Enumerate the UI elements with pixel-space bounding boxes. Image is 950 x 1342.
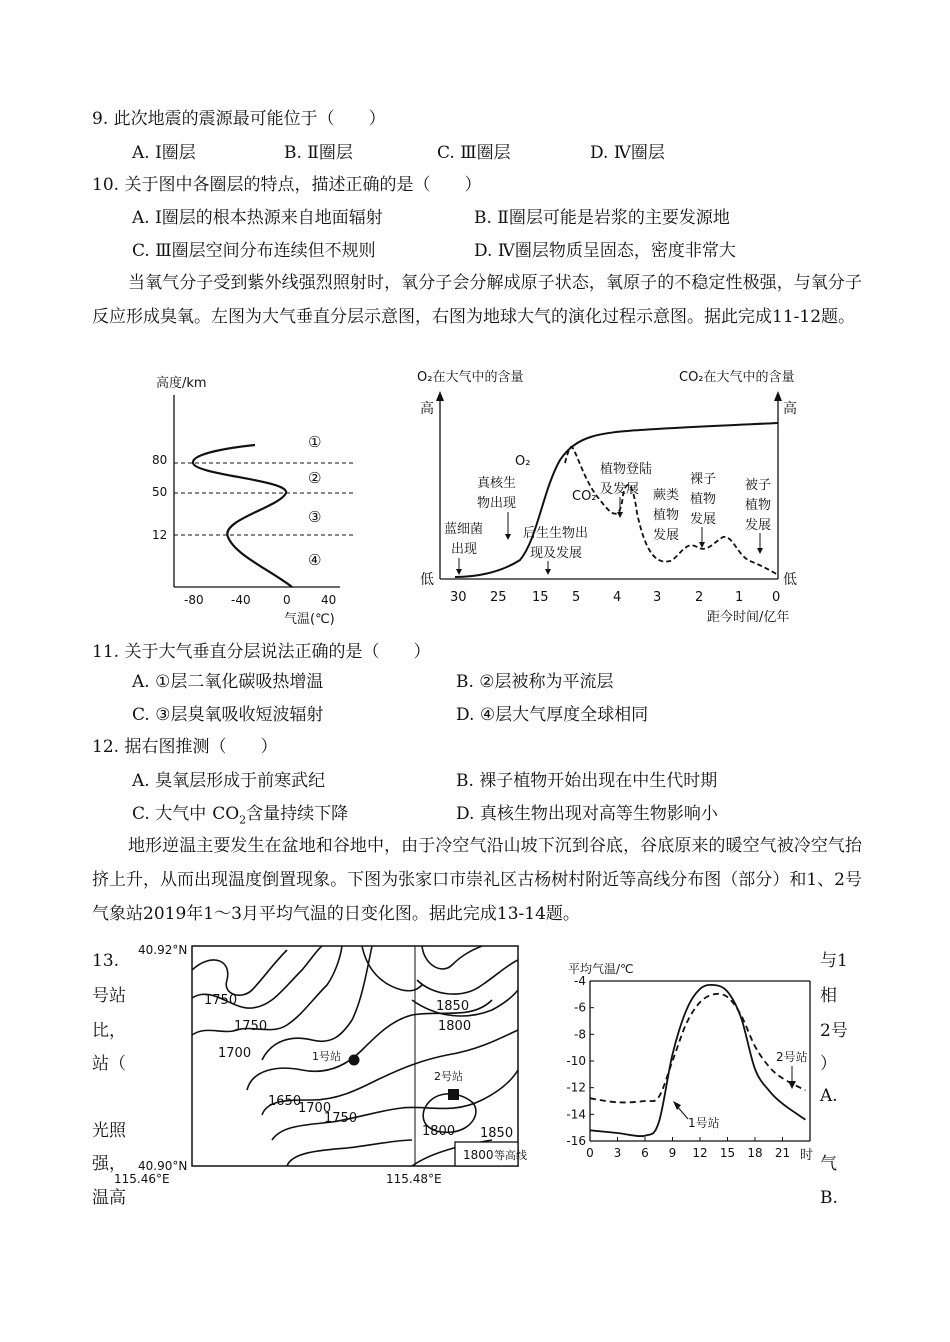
lon-right-label: 115.48°E [386, 1172, 442, 1186]
q13-left-2: 号站 [92, 986, 126, 1006]
contour-label-1700-b: 1700 [298, 1101, 332, 1116]
station-2-series-line [590, 994, 805, 1103]
o2-axis-title: O₂在大气中的含量 [417, 370, 524, 385]
q9-stem: 9. 此次地震的震源最可能位于（ ） [92, 109, 386, 129]
chart-xtick-label: 3 [613, 1146, 622, 1160]
co2-axis-title: CO₂在大气中的含量 [679, 370, 795, 385]
q12-stem: 12. 据右图推测（ ） [92, 737, 278, 757]
q10-option-c[interactable]: C. Ⅲ圈层空间分布连续但不规则 [132, 241, 376, 261]
angiosperm-label-2: 植物 [745, 498, 772, 513]
q13-left-7: 温高 [92, 1188, 126, 1208]
temperature-profile-curve [193, 445, 292, 587]
right-fig-xtick-15: 15 [532, 590, 549, 605]
station-2-label: 2号站 [434, 1070, 463, 1083]
lat-bottom-label: 40.90°N [138, 1159, 188, 1173]
angiosperm-label-1: 被子 [745, 478, 772, 493]
q11-option-a[interactable]: A. ①层二氧化碳吸热增温 [132, 672, 324, 692]
left-fig-xtick-neg80: -80 [184, 593, 204, 607]
q11-stem: 11. 关于大气垂直分层说法正确的是（ ） [92, 642, 431, 662]
q13-right-4: ） [820, 1054, 837, 1074]
left-fig-ytick-80: 80 [152, 453, 168, 467]
chart-ytick-label: -6 [574, 1000, 586, 1015]
lon-left-label: 115.46°E [114, 1172, 170, 1186]
station-1-series-label: 1号站 [688, 1116, 720, 1130]
q13-right-5: A. [820, 1086, 838, 1106]
q10-stem: 10. 关于图中各圈层的特点，描述正确的是（ ） [92, 175, 482, 195]
q13-left-1: 13. [92, 951, 120, 971]
q13-left-6: 强， [92, 1154, 126, 1174]
left-fig-xlabel: 气温(℃) [284, 612, 335, 627]
layer-label-2: ② [308, 469, 322, 487]
contour-map [112, 940, 532, 1190]
atmosphere-layer-diagram [140, 365, 400, 635]
station-1-marker-icon [349, 1055, 360, 1066]
right-fig-xtick-0: 0 [772, 590, 781, 605]
chart-xtick-label: 18 [747, 1146, 763, 1160]
q13-right-7: B. [820, 1188, 838, 1208]
metazoan-label-1: 后生生物出 [523, 526, 589, 541]
o2-curve-label: O₂ [515, 454, 531, 469]
low-left-label: 低 [420, 572, 434, 588]
chart-xtick-label: 9 [668, 1146, 677, 1160]
eukaryote-label-1: 真核生 [477, 476, 517, 491]
chart-ytick-label: -14 [566, 1107, 586, 1122]
q10-option-a[interactable]: A. Ⅰ圈层的根本热源来自地面辐射 [132, 208, 383, 228]
contour-label-1800-b: 1800 [422, 1124, 456, 1139]
angiosperm-label-3: 发展 [745, 518, 772, 533]
left-axis-arrow-icon [436, 391, 444, 401]
q10-option-d[interactable]: D. Ⅳ圈层物质呈固态，密度非常大 [474, 241, 736, 261]
q11-option-d[interactable]: D. ④层大气厚度全球相同 [456, 705, 649, 725]
chart-xtick-label: 12 [692, 1146, 708, 1160]
q9-option-a[interactable]: A. Ⅰ圈层 [132, 143, 196, 163]
chart-xtick-label: 15 [719, 1146, 736, 1160]
passage-ozone: 当氧气分子受到紫外线强烈照射时，氧分子会分解成原子状态，氧原子的不稳定性极强，与氧分子反应形成臭氧。左图为大气垂直分层示意图，右图为地球大气的演化过程示意图。据此完成11-12题。 [92, 273, 862, 327]
metazoan-label-2: 现及发展 [530, 546, 583, 561]
right-fig-xtick-30: 30 [450, 590, 467, 605]
right-fig-xtick-3: 3 [653, 590, 662, 605]
right-fig-xlabel: 距今时间/亿年 [707, 610, 790, 625]
q13-right-6: 气 [820, 1154, 837, 1174]
q13-left-3: 比， [92, 1021, 126, 1041]
ferns-label-3: 发展 [653, 528, 680, 543]
chart-xlabel: 时 [800, 1148, 814, 1163]
high-right-label: 高 [783, 401, 797, 417]
blue-algae-label-2: 出现 [451, 542, 478, 557]
q10-option-b[interactable]: B. Ⅱ圈层可能是岩浆的主要发源地 [474, 208, 730, 228]
q11-option-c[interactable]: C. ③层臭氧吸收短波辐射 [132, 705, 324, 725]
contour-label-1800-a: 1800 [438, 1019, 472, 1034]
contour-label-1700-a: 1700 [218, 1046, 252, 1061]
chart-xtick-label: 6 [641, 1146, 649, 1160]
chart-ylabel: 平均气温/℃ [568, 962, 634, 976]
q12-option-d[interactable]: D. 真核生物出现对高等生物影响小 [456, 804, 718, 824]
q13-left-4: 站（ [92, 1054, 126, 1074]
left-fig-xtick-neg40: -40 [231, 593, 251, 607]
lat-top-label: 40.92°N [138, 943, 188, 957]
right-fig-xtick-2: 2 [695, 590, 704, 605]
right-fig-xtick-25: 25 [490, 590, 507, 605]
contour-label-1850-b: 1850 [480, 1126, 514, 1141]
contour-label-1750-b: 1750 [234, 1019, 268, 1034]
q12-option-c-co: CO [212, 804, 240, 824]
station-2-marker-icon [448, 1089, 459, 1100]
legend-text: 等高线 [494, 1149, 527, 1162]
layer-label-1: ① [308, 433, 322, 451]
station-2-series-label: 2号站 [776, 1050, 808, 1064]
station-1-label: 1号站 [312, 1050, 341, 1063]
layer-label-4: ④ [308, 551, 322, 569]
q9-option-b[interactable]: B. Ⅱ圈层 [284, 143, 353, 163]
chart-xtick-label: 21 [774, 1146, 791, 1160]
low-right-label: 低 [783, 572, 797, 588]
left-fig-ytick-12: 12 [152, 528, 168, 542]
chart-ytick-label: -12 [566, 1080, 586, 1095]
temperature-chart [560, 955, 820, 1185]
chart-ytick-label: -16 [566, 1134, 586, 1148]
q12-option-c-sub: 2 [239, 813, 247, 827]
legend-value: 1800 [463, 1148, 494, 1162]
left-fig-ytick-50: 50 [152, 485, 168, 499]
atmosphere-evolution-diagram [415, 365, 815, 635]
q12-option-a[interactable]: A. 臭氧层形成于前寒武纪 [132, 771, 326, 791]
gymnosperm-label-2: 植物 [690, 492, 717, 507]
right-fig-xtick-1: 1 [735, 590, 744, 605]
co2-curve-label: CO₂ [572, 489, 597, 504]
blue-algae-label-1: 蓝细菌 [444, 522, 484, 537]
ferns-label-2: 植物 [653, 508, 680, 523]
q9-option-c[interactable]: C. Ⅲ圈层 [437, 143, 511, 163]
q13-right-2: 相 [820, 986, 837, 1006]
q12-option-c-post: 含量持续下降 [246, 804, 349, 824]
land-plants-label-1: 植物登陆 [600, 462, 653, 477]
q12-option-c-pre: C. 大气中 [132, 804, 207, 824]
contour-label-1850-a: 1850 [436, 999, 470, 1014]
gymnosperm-label-1: 裸子 [690, 472, 717, 487]
station-1-series-line [590, 985, 805, 1136]
gymnosperm-label-3: 发展 [690, 512, 717, 527]
contour-label-1750-c: 1750 [324, 1111, 358, 1126]
left-fig-xtick-0: 0 [283, 593, 291, 607]
q12-option-c[interactable] [132, 803, 348, 831]
q13-right-1: 与1 [820, 951, 848, 971]
q13-right-3: 2号 [820, 1021, 848, 1041]
q13-left-5: 光照 [92, 1121, 126, 1141]
right-axis-arrow-icon [774, 391, 782, 401]
eukaryote-label-2: 物出现 [477, 496, 517, 511]
q9-option-d[interactable]: D. Ⅳ圈层 [590, 143, 665, 163]
contour-label-1750-a: 1750 [204, 993, 238, 1008]
contour-label-1650: 1650 [268, 1094, 302, 1109]
layer-label-3: ③ [308, 508, 322, 526]
q11-option-b[interactable]: B. ②层被称为平流层 [456, 672, 614, 692]
left-fig-xtick-40: 40 [321, 593, 337, 607]
left-fig-ylabel: 高度/km [156, 376, 207, 391]
chart-xtick-label: 0 [586, 1146, 594, 1160]
chart-ytick-label: -8 [574, 1027, 586, 1042]
right-fig-xtick-5: 5 [572, 590, 581, 605]
ferns-label-1: 蕨类 [653, 488, 680, 503]
right-fig-xtick-4: 4 [613, 590, 622, 605]
q12-option-b[interactable]: B. 裸子植物开始出现在中生代时期 [456, 771, 718, 791]
chart-ytick-label: -4 [574, 974, 586, 988]
land-plants-label-2: 及发展 [600, 482, 640, 497]
passage-inversion: 地形逆温主要发生在盆地和谷地中，由于冷空气沿山坡下沉到谷底，谷底原来的暖空气被冷空气抬挤上升，从而出现温度倒置现象。下图为张家口市崇礼区古杨树村附近等高线分布图（部分）和1、2号气象站2019年1～3月平均气温的日变化图。据此完成13-14题。 [92, 836, 862, 924]
high-left-label: 高 [420, 401, 434, 417]
chart-ytick-label: -10 [566, 1054, 586, 1068]
